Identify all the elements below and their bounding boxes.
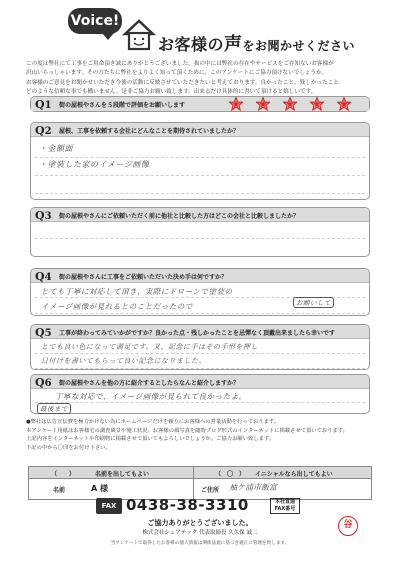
answer-line: とても良い色になって満足です。又、記念に手はその手形を押し xyxy=(41,343,258,351)
star-icon xyxy=(310,97,324,111)
option-right-mark: （ 〇 ） xyxy=(215,471,246,478)
question-6 xyxy=(30,374,370,414)
question-text: 街の屋根やさんに工事をご依頼いただいた決め手は何ですか？ xyxy=(59,274,228,281)
rating-stars xyxy=(221,96,351,115)
option-name-ok: 名前を出してもよい xyxy=(95,471,150,478)
answer-line: ・塗装した家のイメージ画像 xyxy=(39,160,150,169)
name-value: A 様 xyxy=(91,484,108,493)
answer-line: とても丁寧に対応して頂き、実際にドローンで塗装の xyxy=(41,287,233,296)
answer-annotation: お願いして xyxy=(293,297,334,308)
answer-line: 日付けを書いてもらって良い記念になりました。 xyxy=(41,357,206,365)
address-label: ご住所 xyxy=(201,487,220,494)
question-5 xyxy=(30,324,370,370)
question-number: Q1 xyxy=(35,98,52,111)
question-number: Q6 xyxy=(35,376,52,389)
intro-text: この度は弊社にて工事をご用命頂き誠にありがとうございました。抜の中には弊社の存在やサービスをご存知ないお客様が 沢山いらっしゃいます。その方たちに弊社をよりよく知って頂くために、このアンケートにご協力頂けないでしょうか。 お客様のご意見をお聞かせいただき今後の活動に反映させていただきたいと考えております。良かったこと、残しかったこと どのような信頼な事でも構いません。是非ご協力お願い致します。出来るだけ具体的に書いて頂けると嬉しいです。 xyxy=(26,61,339,96)
page-title: お客様の声をお聞かせください xyxy=(158,34,356,55)
notes-text: ●弊社は広告宣伝費を極力かけない為にホームページだけを頼りにお客様への営業活動を行っております。 本アンケート用紙はお客様宅の調査風景や施工状況、お客様の顔写真を随時ブログ形式のインターネットに掲載させて頂いております。 上記内容をインターネットや印刷物に掲載させて頂いてもよろしいでしょうか。ご協力お願い致します。 下記の中から〇印をお付け下さい。 xyxy=(26,419,348,451)
voice-badge: Voice! xyxy=(68,8,122,34)
name-label: 名前 xyxy=(53,487,66,494)
company-name: 株式会社シェアテック 代表取締役 久久保 誠二 xyxy=(142,530,258,536)
star-icon xyxy=(256,97,270,111)
question-text: 屋根、工事を依頼する会社にどんなことを期待されていましたか？ xyxy=(59,128,240,135)
answer-line: イメージ画像が見れるとのことだったので xyxy=(41,302,193,311)
question-number: Q4 xyxy=(35,270,52,283)
fax-info xyxy=(96,496,316,516)
fax-number: 0438-38-3310 xyxy=(126,496,249,514)
star-icon xyxy=(283,97,297,111)
thanks-text: ご協力ありがとうございました。 xyxy=(147,519,253,527)
answer-annotation: 最後まで xyxy=(37,403,71,414)
question-2 xyxy=(30,122,370,200)
question-text: 街の屋根やさんにご依頼いただく前に他社と比較した方はどこの会社と比較しましたか？ xyxy=(59,213,300,220)
star-icon xyxy=(337,97,351,111)
seal-stamp: 谷 xyxy=(338,516,358,536)
option-left-mark: （ ） xyxy=(51,471,76,478)
fax-note: 本社直通FAX番号 xyxy=(270,498,300,514)
question-1 xyxy=(30,96,370,112)
address-value: 袖ケ浦市飯富 xyxy=(229,483,277,492)
question-number: Q2 xyxy=(35,124,52,137)
option-initials-ok: イニシャルなら出してもよい xyxy=(255,471,333,478)
question-number: Q3 xyxy=(35,209,52,222)
answer-line: 丁寧な対応で、イメージ画像が見られて良かったよ。 xyxy=(55,392,247,401)
house-icon xyxy=(122,18,156,52)
question-4 xyxy=(30,268,370,316)
question-number: Q5 xyxy=(35,326,52,339)
privacy-note: 当アンケートで取得したお客様の個人情報は関係法規に基づき適正に管理を致します。 xyxy=(110,541,290,546)
question-3 xyxy=(30,207,370,257)
question-text: 街の屋根やさんを他の方に紹介するとしたらなんと紹介しますか？ xyxy=(59,380,240,387)
fax-badge: FAX xyxy=(96,498,122,514)
question-text: 街の屋根やさんを５段階で評価をお願いします xyxy=(59,102,186,109)
question-text: 工事が終わってみていかがですか？良かった点・残しかったことを忌憚なく頂戴出来ましたら幸いです xyxy=(59,330,335,337)
header xyxy=(22,8,382,60)
answer-line: ・金額面 xyxy=(39,144,73,153)
name-permission-table xyxy=(28,466,372,500)
star-icon xyxy=(229,97,243,111)
